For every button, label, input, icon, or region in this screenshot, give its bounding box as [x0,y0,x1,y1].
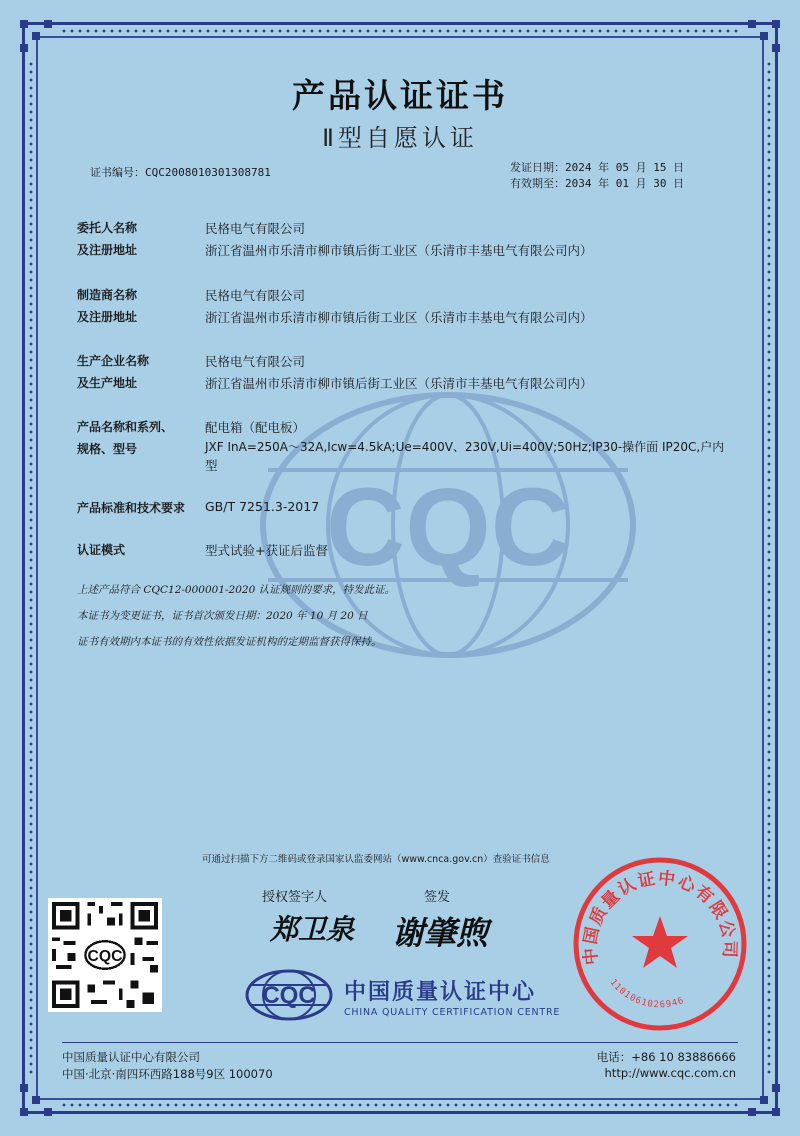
statement-line: 本证书为变更证书，证书首次颁发日期：2020 年 10 月 20 日 [77,610,368,622]
qr-center-logo: CQC [87,947,123,965]
seal-number: 1101061026946 [607,977,686,1011]
organization-name-en: CHINA QUALITY CERTIFICATION CENTRE [344,1007,561,1018]
certificate-title: 产品认证证书 [292,76,508,115]
factory-address-value: 浙江省温州市乐清市柳市镇后街工业区（乐清市丰基电气有限公司内） [205,376,593,391]
footer-address: 中国·北京·南四环西路188号9区 100070 [62,1067,273,1081]
issue-date: 发证日期：2024 年 05 月 15 日 [510,161,685,174]
watermark-text: CQC [325,466,571,589]
certificate-subtitle: Ⅱ型自愿认证 [322,124,478,152]
statement-line: 证书有效期内本证书的有效性依据发证机构的定期监督获得保持。 [77,636,382,648]
certification-mode-value: 型式试验+获证后监督 [205,543,328,558]
footer-company: 中国质量认证中心有限公司 [62,1050,200,1064]
organization-name-cn: 中国质量认证中心 [344,980,537,1005]
issuer-signature: 谢肇煦 [392,914,489,952]
factory-address-label: 及生产地址 [77,376,138,390]
issuer-label: 签发 [424,890,451,905]
manufacturer-name-value: 民格电气有限公司 [205,288,306,303]
cqc-logo-icon [244,968,334,1022]
svg-text:1101061026946 [608,978,686,1011]
client-address-value: 浙江省温州市乐清市柳市镇后街工业区（乐清市丰基电气有限公司内） [205,243,593,258]
statement-line: 上述产品符合 CQC12-000001-2020 认证规则的要求，特发此证。 [77,584,396,596]
verification-note: 可通过扫描下方二维码或登录国家认监委网站（www.cnca.gov.cn）查验证书信息 [202,854,550,865]
logo-text: CQC [262,982,316,1009]
footer-divider [62,1042,738,1043]
manufacturer-address-value: 浙江省温州市乐清市柳市镇后街工业区（乐清市丰基电气有限公司内） [205,310,593,325]
qr-code[interactable] [48,898,162,1012]
star-icon [632,916,688,968]
product-model-value: JXF InA=250A～32A,Icw=4.5kA;Ue=400V、230V,Ui=400V;50Hz;IP30-操作面 IP20C,户内 [205,440,725,454]
product-name-value: 配电箱（配电板） [205,420,306,435]
manufacturer-name-label: 制造商名称 [77,288,138,302]
corner-ornament-top-right [740,20,780,60]
client-name-value: 民格电气有限公司 [205,221,306,236]
factory-name-label: 生产企业名称 [77,354,150,368]
client-name-label: 委托人名称 [77,221,138,235]
dotted-border-bottom [60,1102,740,1108]
factory-name-value: 民格电气有限公司 [205,354,306,369]
certification-mode-label: 认证模式 [77,543,126,557]
seal-text: 中国质量认证中心有限公司 [580,868,740,966]
corner-ornament-top-left [20,20,60,60]
certificate-dates [510,160,684,192]
corner-ornament-bottom-right [740,1076,780,1116]
manufacturer-address-label: 及注册地址 [77,310,138,324]
standard-value: GB/T 7251.3-2017 [205,499,320,514]
dotted-border-left [28,60,34,1076]
product-name-label: 产品名称和系列、 [77,420,174,434]
dotted-border-top [60,28,740,34]
certificate-number: 证书编号：CQC2008010301308781 [90,166,271,179]
signatory-signature: 郑卫泉 [270,913,355,946]
official-seal [570,854,750,1034]
standard-label: 产品标准和技术要求 [77,501,186,515]
footer-website[interactable]: http://www.cqc.com.cn [604,1066,736,1080]
product-model-label: 规格、型号 [77,442,138,456]
corner-ornament-bottom-left [20,1076,60,1116]
dotted-border-right [766,60,772,1076]
product-model-value-continued: 型 [205,458,218,473]
client-address-label: 及注册地址 [77,243,138,257]
footer-phone: 电话：+86 10 83886666 [596,1050,736,1064]
signatory-label: 授权签字人 [262,890,328,905]
expiry-date: 有效期至：2034 年 01 月 30 日 [510,177,685,190]
